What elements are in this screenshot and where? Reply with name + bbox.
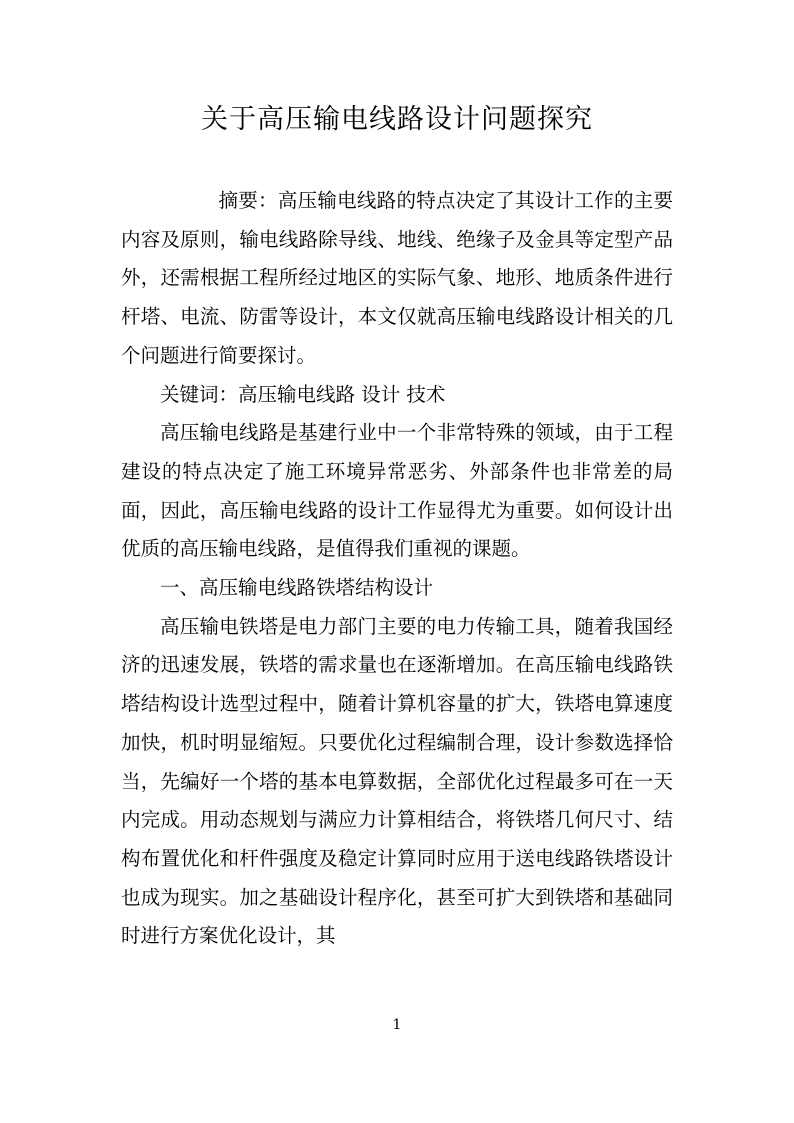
abstract-paragraph: 摘要：高压输电线路的特点决定了其设计工作的主要内容及原则，输电线路除导线、地线、绝缘子及金具等定型产品外，还需根据工程所经过地区的实际气象、地形、地质条件进行杆塔、电流、防雷等设计，本文仅就高压输电线路设计相关的几个问题进行简要探讨。: [121, 189, 673, 367]
page-number: 1: [392, 1017, 402, 1033]
intro-paragraph: 高压输电线路是基建行业中一个非常特殊的领域，由于工程建设的特点决定了施工环境异常恶劣、外部条件也非常差的局面，因此，高压输电线路的设计工作显得尤为重要。如何设计出优质的高压输电线路，是值得我们重视的课题。: [121, 421, 673, 561]
keywords-line: 关键词：高压输电线路 设计 技术: [160, 382, 446, 406]
section-paragraph: 高压输电铁塔是电力部门主要的电力传输工具，随着我国经济的迅速发展，铁塔的需求量也在逐渐增加。在高压输电线路铁塔结构设计选型过程中，随着计算机容量的扩大，铁塔电算速度加快，机时明显缩短。只要优化过程编制合理，设计参数选择恰当，先编好一个塔的基本电算数据，全部优化过程最多可在一天内完成。用动态规划与满应力计算相结合，将铁塔几何尺寸、结构布置优化和杆件强度及稳定计算同时应用于送电线路铁塔设计也成为现实。加之基础设计程序化，甚至可扩大到铁塔和基础同时进行方案优化设计，其: [121, 614, 673, 948]
document-body: [121, 182, 673, 956]
section-heading: 一、高压输电线路铁塔结构设计: [160, 576, 434, 600]
document-title: 关于高压输电线路设计问题探究: [201, 104, 593, 135]
